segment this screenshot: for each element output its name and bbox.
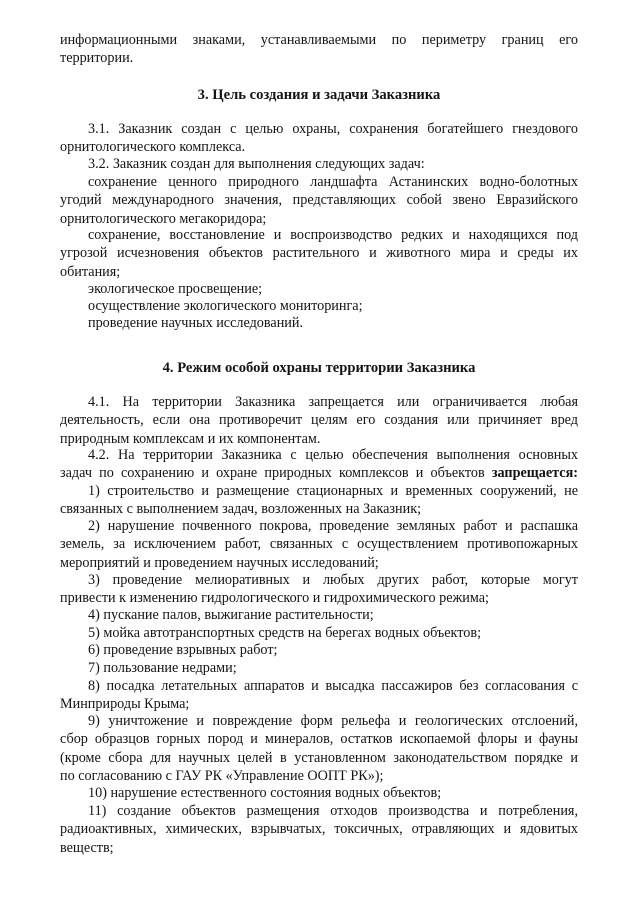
task-education <box>60 280 578 298</box>
text-line: 6) проведение взрывных работ; <box>88 642 278 658</box>
text-line: веществ; <box>60 839 114 856</box>
text-line: угодий международного значения, представляющих собой звено Евразийского <box>60 192 578 209</box>
text-line: информационными знаками, устанавливаемыми по периметру границ его <box>60 32 578 48</box>
text-fragment: задач по сохранению и охране природных комплексов и объектов <box>60 465 492 482</box>
list-item <box>60 784 578 802</box>
list-item <box>60 624 578 642</box>
paragraph-4-1 <box>60 393 578 448</box>
text-line: мероприятий и проведением научных исследований; <box>60 554 379 571</box>
text-line: 11) создание объектов размещения отходов производства и потребления, <box>88 803 578 819</box>
text-line: орнитологического мегакоридора; <box>60 210 267 227</box>
text-line: сбор образцов горных пород и минералов, остатков ископаемой флоры и фауны <box>60 731 578 748</box>
task-landscape <box>60 173 578 228</box>
text-line: проведение научных исследований. <box>88 315 304 331</box>
prohibited-emphasis: запрещается: <box>491 465 578 482</box>
paragraph-4-2 <box>60 446 578 483</box>
text-line: угрозой исчезновения объектов растительного и животного мира и среды их <box>60 245 578 262</box>
text-line: 10) нарушение естественного состояния водных объектов; <box>88 785 442 801</box>
list-item <box>60 659 578 677</box>
list-item <box>60 517 578 572</box>
text-line: сохранение, восстановление и воспроизводство редких и находящихся под <box>88 227 578 243</box>
text-line <box>60 464 578 482</box>
text-line: 1) строительство и размещение стационарных и временных сооружений, не <box>88 483 578 499</box>
text-line: территории. <box>60 50 134 67</box>
text-line: сохранение ценного природного ландшафта Астанинских водно-болотных <box>88 174 578 190</box>
text-line: связанных с выполнением задач, возложенных на Заказник; <box>60 501 422 518</box>
paragraph-3-1 <box>60 120 578 157</box>
list-item <box>60 571 578 608</box>
list-item <box>60 677 578 714</box>
text-line: обитания; <box>60 263 121 280</box>
text-line: экологическое просвещение; <box>88 281 263 297</box>
list-item <box>60 802 578 857</box>
task-restoration <box>60 226 578 281</box>
text-line: 7) пользование недрами; <box>88 660 237 676</box>
text-line: деятельность, если она противоречит целям его создания или причиняет вред <box>60 412 578 429</box>
section-3-heading: 3. Цель создания и задачи Заказника <box>197 87 441 103</box>
text-line: (кроме сбора для научных целей в установленном законодательством порядке и <box>60 749 578 766</box>
task-research <box>60 314 578 332</box>
text-line: 2) нарушение почвенного покрова, проведение земляных работ и распашка <box>88 518 578 534</box>
text-line: земель, за исключением работ, связанных с осуществлением противопожарных <box>60 536 578 553</box>
text-line: 4.1. На территории Заказника запрещается или ограничивается любая <box>88 394 578 410</box>
list-item <box>60 606 578 624</box>
text-line: природным комплексам и их компонентам. <box>60 430 321 447</box>
text-line: Минприроды Крыма; <box>60 696 190 713</box>
text-line: 4) пускание палов, выжигание растительности; <box>88 607 374 623</box>
text-line: 3.1. Заказник создан с целью охраны, сохранения богатейшего гнездового <box>88 121 578 137</box>
section-4-heading: 4. Режим особой охраны территории Заказника <box>162 360 476 376</box>
list-item <box>60 482 578 519</box>
text-line: 3) проведение мелиоративных и любых других работ, которые могут <box>88 572 578 588</box>
text-line: радиоактивных, химических, взрывчатых, токсичных, отравляющих и ядовитых <box>60 821 578 838</box>
text-line: осуществление экологического мониторинга; <box>88 298 363 314</box>
paragraph-3-2 <box>60 155 578 173</box>
task-monitoring <box>60 297 578 315</box>
continuation-paragraph <box>60 31 578 68</box>
text-line: 4.2. На территории Заказника с целью обеспечения выполнения основных <box>88 447 578 463</box>
text-line: орнитологического комплекса. <box>60 139 246 156</box>
list-item <box>60 712 578 786</box>
text-line: привести к изменению гидрологического и гидрохимического режима; <box>60 590 490 607</box>
text-line: 5) мойка автотранспортных средств на берегах водных объектов; <box>88 625 482 641</box>
text-line: 9) уничтожение и повреждение форм рельефа и геологических отслоений, <box>88 713 578 729</box>
list-item <box>60 641 578 659</box>
text-line: 3.2. Заказник создан для выполнения следующих задач: <box>88 156 425 172</box>
text-line: 8) посадка летательных аппаратов и высадка пассажиров без согласования с <box>88 678 578 694</box>
text-line: по согласованию с ГАУ РК «Управление ООПТ РК»); <box>60 768 384 785</box>
